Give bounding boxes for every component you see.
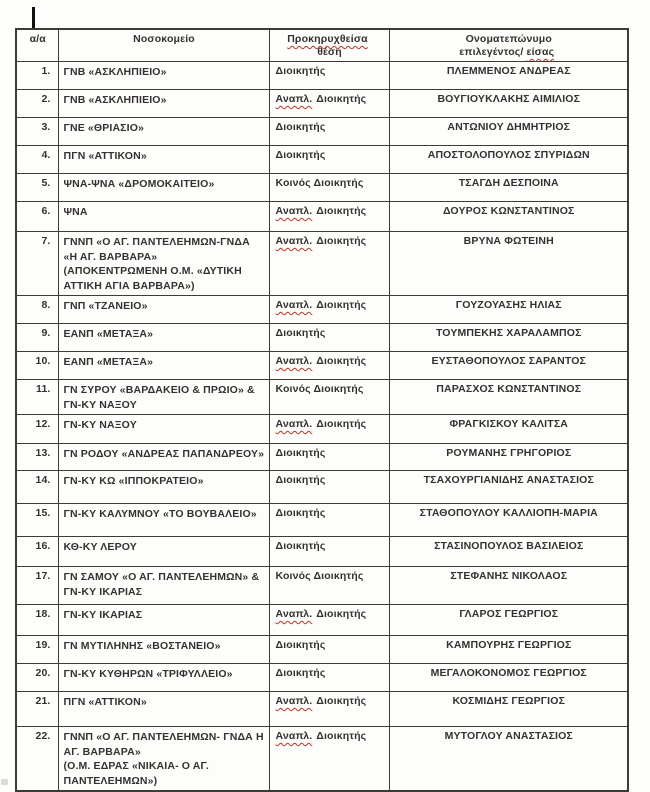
hospital-name: ΓΝ ΣΑΜΟΥ «Ο ΑΓ. ΠΑΝΤΕΛΕΗΜΩΝ» & ΓΝ-ΚΥ ΙΚΑΡΙΑΣ <box>63 571 260 598</box>
position-cell <box>269 636 389 664</box>
table-row <box>16 296 628 324</box>
position-text: Διοικητής <box>275 65 326 77</box>
hospital-cell <box>58 636 269 664</box>
position-text: Διοικητής <box>316 608 367 620</box>
row-number: 1. <box>16 62 58 90</box>
appointee-name: ΒΡΥΝΑ ΦΩΤΕΙΝΗ <box>389 232 628 296</box>
position-misspelled-word: Αναπλ. <box>275 608 313 620</box>
hospital-name: ΓΝΠ «ΤΖΑΝΕΙΟ» <box>63 300 148 312</box>
hospital-name: ΓΝ ΜΥΤΙΛΗΝΗΣ «ΒΟΣΤΑΝΕΙΟ» <box>63 640 221 652</box>
header-num: α/α <box>16 29 58 62</box>
position-text: Διοικητής <box>275 507 326 519</box>
hospital-name: ΕΑΝΠ «ΜΕΤΑΞΑ» <box>63 356 154 368</box>
position-text: Διοικητής <box>275 121 326 133</box>
position-misspelled-word: Αναπλ. <box>275 355 313 367</box>
hospital-name: ΨΝΑ <box>63 206 88 218</box>
row-number: 17. <box>16 567 58 605</box>
hospital-cell <box>58 504 269 537</box>
row-number: 7. <box>16 232 58 296</box>
table-row <box>16 146 628 174</box>
row-number: 22. <box>16 727 58 792</box>
table-row <box>16 636 628 664</box>
position-cell <box>269 296 389 324</box>
appointments-table <box>15 28 629 792</box>
table-row <box>16 727 628 792</box>
table-row <box>16 537 628 567</box>
row-number: 6. <box>16 202 58 232</box>
position-misspelled-word: Αναπλ. <box>275 418 313 430</box>
hospital-note: (ΑΠΟΚΕΝΤΡΩΜΕΝΗ Ο.Μ. «ΔΥΤΙΚΗ ΑΤΤΙΚΗ ΑΓΙΑ ΒΑΡΒΑΡΑ») <box>63 265 242 292</box>
position-text: Διοικητής <box>316 93 367 105</box>
hospital-name: ΠΓΝ «ΑΤΤΙΚΟΝ» <box>63 696 147 708</box>
position-cell <box>269 90 389 118</box>
appointee-name: ΤΣΑΓΔΗ ΔΕΣΠΟΙΝΑ <box>389 174 628 202</box>
table-row <box>16 444 628 471</box>
hospital-cell <box>58 146 269 174</box>
hospital-cell <box>58 380 269 415</box>
row-number: 12. <box>16 415 58 444</box>
position-text: Διοικητής <box>316 695 367 707</box>
hospital-name: ΓΝΕ «ΘΡΙΑΣΙΟ» <box>63 122 144 134</box>
appointee-name: ΕΥΣΤΑΘΟΠΟΥΛΟΣ ΣΑΡΑΝΤΟΣ <box>389 352 628 380</box>
appointee-name: ΜΥΤΟΓΛΟΥ ΑΝΑΣΤΑΣΙΟΣ <box>389 727 628 792</box>
table-row <box>16 352 628 380</box>
appointee-name: ΚΑΜΠΟΥΡΗΣ ΓΕΩΡΓΙΟΣ <box>389 636 628 664</box>
position-misspelled-word: Αναπλ. <box>275 730 313 742</box>
position-misspelled-word: Αναπλ. <box>275 235 313 247</box>
row-number: 14. <box>16 471 58 504</box>
header-name-line1: Ονοματεπώνυμο <box>465 33 552 45</box>
hospital-cell <box>58 90 269 118</box>
hospital-cell <box>58 232 269 296</box>
row-number: 13. <box>16 444 58 471</box>
appointee-name: ΜΕΓΑΛΟΚΟΝΟΜΟΣ ΓΕΩΡΓΙΟΣ <box>389 664 628 692</box>
hospital-note: (Ο.Μ. ΕΔΡΑΣ «ΝΙΚΑΙΑ- Ο ΑΓ. ΠΑΝΤΕΛΕΗΜΩΝ») <box>63 760 209 787</box>
appointee-name: ΡΟΥΜΑΝΗΣ ΓΡΗΓΟΡΙΟΣ <box>389 444 628 471</box>
position-misspelled-word: Αναπλ. <box>275 299 313 311</box>
hospital-name: ΓΝ-ΚΥ ΚΩ «ΙΠΠΟΚΡΑΤΕΙΟ» <box>63 475 204 487</box>
table-row <box>16 504 628 537</box>
table-row <box>16 62 628 90</box>
position-text: Διοικητής <box>316 355 367 367</box>
hospital-cell <box>58 471 269 504</box>
header-hospital: Νοσοκομείο <box>58 29 269 62</box>
position-cell <box>269 444 389 471</box>
position-text: Διοικητής <box>275 540 326 552</box>
table-row <box>16 664 628 692</box>
position-text: Διοικητής <box>275 149 326 161</box>
position-cell <box>269 146 389 174</box>
hospital-cell <box>58 692 269 727</box>
row-number: 8. <box>16 296 58 324</box>
row-number: 18. <box>16 605 58 636</box>
row-number: 11. <box>16 380 58 415</box>
position-text: Διοικητής <box>316 730 367 742</box>
hospital-name: ΓΝ-ΚΥ ΙΚΑΡΙΑΣ <box>63 609 143 621</box>
appointee-name: ΠΑΡΑΣΧΟΣ ΚΩΝΣΤΑΝΤΙΝΟΣ <box>389 380 628 415</box>
hospital-cell <box>58 537 269 567</box>
hospital-name: ΚΘ-ΚΥ ΛΕΡΟΥ <box>63 541 137 553</box>
row-number: 4. <box>16 146 58 174</box>
position-misspelled-word: Αναπλ. <box>275 205 313 217</box>
row-number: 5. <box>16 174 58 202</box>
position-cell <box>269 174 389 202</box>
hospital-name: ΓΝΒ «ΑΣΚΛΗΠΙΕΙΟ» <box>63 94 167 106</box>
hospital-name: ΓΝ ΡΟΔΟΥ «ΑΝΔΡΕΑΣ ΠΑΠΑΝΔΡΕΟΥ» <box>63 448 265 460</box>
row-number: 19. <box>16 636 58 664</box>
hospital-cell <box>58 174 269 202</box>
header-position-line1: Προκηρυχθείσα <box>287 33 368 45</box>
appointee-name: ΓΛΑΡΟΣ ΓΕΩΡΓΙΟΣ <box>389 605 628 636</box>
position-text: Διοικητής <box>275 474 326 486</box>
appointee-name: ΑΠΟΣΤΟΛΟΠΟΥΛΟΣ ΣΠΥΡΙΔΩΝ <box>389 146 628 174</box>
appointee-name: ΓΟΥΖΟΥΑΣΗΣ ΗΛΙΑΣ <box>389 296 628 324</box>
position-text: Κοινός Διοικητής <box>275 383 364 395</box>
position-cell <box>269 567 389 605</box>
table-row <box>16 471 628 504</box>
row-number: 9. <box>16 324 58 352</box>
hospital-cell <box>58 727 269 792</box>
row-number: 20. <box>16 664 58 692</box>
position-cell <box>269 352 389 380</box>
hospital-name: ΨΝΑ-ΨΝΑ «ΔΡΟΜΟΚΑΙΤΕΙΟ» <box>63 178 215 190</box>
position-cell <box>269 692 389 727</box>
hospital-cell <box>58 62 269 90</box>
appointee-name: ΠΛΕΜΜΕΝΟΣ ΑΝΔΡΕΑΣ <box>389 62 628 90</box>
text-cursor <box>32 7 35 28</box>
position-cell <box>269 380 389 415</box>
position-text: Διοικητής <box>316 418 367 430</box>
position-cell <box>269 62 389 90</box>
hospital-name: ΓΝΒ «ΑΣΚΛΗΠΙΕΙΟ» <box>63 66 167 78</box>
position-text: Διοικητής <box>275 447 326 459</box>
hospital-cell <box>58 444 269 471</box>
appointee-name: ΣΤΑΣΙΝΟΠΟΥΛΟΣ ΒΑΣΙΛΕΙΟΣ <box>389 537 628 567</box>
position-cell <box>269 324 389 352</box>
position-text: Διοικητής <box>275 327 326 339</box>
appointee-name: ΔΟΥΡΟΣ ΚΩΝΣΤΑΝΤΙΝΟΣ <box>389 202 628 232</box>
appointee-name: ΦΡΑΓΚΙΣΚΟΥ ΚΑΛΙΤΣΑ <box>389 415 628 444</box>
position-text: Διοικητής <box>275 667 326 679</box>
appointee-name: ΑΝΤΩΝΙΟΥ ΔΗΜΗΤΡΙΟΣ <box>389 118 628 146</box>
header-position <box>269 29 389 62</box>
hospital-name: ΠΓΝ «ΑΤΤΙΚΟΝ» <box>63 150 147 162</box>
position-text: Κοινός Διοικητής <box>275 570 364 582</box>
table-row <box>16 692 628 727</box>
header-name-line2: επιλεγέντος/ είσας <box>459 46 555 58</box>
table-row <box>16 202 628 232</box>
position-text: Κοινός Διοικητής <box>275 177 364 189</box>
hospital-name: ΓΝ-ΚΥ ΚΑΛΥΜΝΟΥ «ΤΟ ΒΟΥΒΑΛΕΙΟ» <box>63 508 257 520</box>
appointee-name: ΤΣΑΧΟΥΡΓΙΑΝΙΔΗΣ ΑΝΑΣΤΑΣΙΟΣ <box>389 471 628 504</box>
hospital-cell <box>58 567 269 605</box>
position-cell <box>269 504 389 537</box>
appointee-name: ΒΟΥΓΙΟΥΚΛΑΚΗΣ ΑΙΜΙΛΙΟΣ <box>389 90 628 118</box>
header-name-misspelled: είσας <box>526 46 555 58</box>
appointee-name: ΤΟΥΜΠΕΚΗΣ ΧΑΡΑΛΑΜΠΟΣ <box>389 324 628 352</box>
position-cell <box>269 118 389 146</box>
table-row <box>16 90 628 118</box>
hospital-cell <box>58 202 269 232</box>
position-cell <box>269 232 389 296</box>
row-number: 2. <box>16 90 58 118</box>
hospital-name: ΓΝ-ΚΥ ΚΥΘΗΡΩΝ «ΤΡΙΦΥΛΛΕΙΟ» <box>63 668 233 680</box>
position-cell <box>269 471 389 504</box>
appointee-name: ΣΤΑΘΟΠΟΥΛΟΥ ΚΑΛΛΙΟΠΗ-ΜΑΡΙΑ <box>389 504 628 537</box>
position-cell <box>269 537 389 567</box>
hospital-cell <box>58 664 269 692</box>
table-row <box>16 380 628 415</box>
position-text: Διοικητής <box>316 205 367 217</box>
table-row <box>16 415 628 444</box>
table-row <box>16 118 628 146</box>
row-number: 3. <box>16 118 58 146</box>
table-row <box>16 232 628 296</box>
scan-artifact <box>1 779 8 785</box>
table-row <box>16 567 628 605</box>
table-row <box>16 605 628 636</box>
hospital-name: ΕΑΝΠ «ΜΕΤΑΞΑ» <box>63 328 154 340</box>
position-cell <box>269 202 389 232</box>
hospital-name: ΓΝ ΣΥΡΟΥ «ΒΑΡΔΑΚΕΙΟ & ΠΡΩΙΟ» & ΓΝ-ΚΥ ΝΑΞΟΥ <box>63 384 255 411</box>
position-text: Διοικητής <box>316 235 367 247</box>
position-cell <box>269 664 389 692</box>
row-number: 16. <box>16 537 58 567</box>
position-text: Διοικητής <box>275 639 326 651</box>
row-number: 10. <box>16 352 58 380</box>
hospital-cell <box>58 605 269 636</box>
position-cell <box>269 415 389 444</box>
position-cell <box>269 727 389 792</box>
header-name <box>389 29 628 62</box>
appointee-name: ΚΟΣΜΙΔΗΣ ΓΕΩΡΓΙΟΣ <box>389 692 628 727</box>
hospital-cell <box>58 296 269 324</box>
row-number: 21. <box>16 692 58 727</box>
hospital-cell <box>58 352 269 380</box>
position-misspelled-word: Αναπλ. <box>275 695 313 707</box>
hospital-cell <box>58 324 269 352</box>
table-row <box>16 174 628 202</box>
hospital-name: ΓΝΝΠ «Ο ΑΓ. ΠΑΝΤΕΛΕΗΜΩΝ- ΓΝΔΑ Η ΑΓ. ΒΑΡΒΑΡΑ» <box>63 731 264 758</box>
hospital-name: ΓΝ-ΚΥ ΝΑΞΟΥ <box>63 419 137 431</box>
position-cell <box>269 605 389 636</box>
hospital-name: ΓΝΝΠ «Ο ΑΓ. ΠΑΝΤΕΛΕΗΜΩΝ-ΓΝΔΑ «Η ΑΓ. ΒΑΡΒΑΡΑ» <box>63 236 250 263</box>
table-row <box>16 324 628 352</box>
appointee-name: ΣΤΕΦΑΝΗΣ ΝΙΚΟΛΑΟΣ <box>389 567 628 605</box>
row-number: 15. <box>16 504 58 537</box>
hospital-cell <box>58 415 269 444</box>
table-header-row <box>16 29 628 62</box>
position-text: Διοικητής <box>316 299 367 311</box>
header-position-line2: θέση <box>317 46 342 58</box>
position-misspelled-word: Αναπλ. <box>275 93 313 105</box>
hospital-cell <box>58 118 269 146</box>
